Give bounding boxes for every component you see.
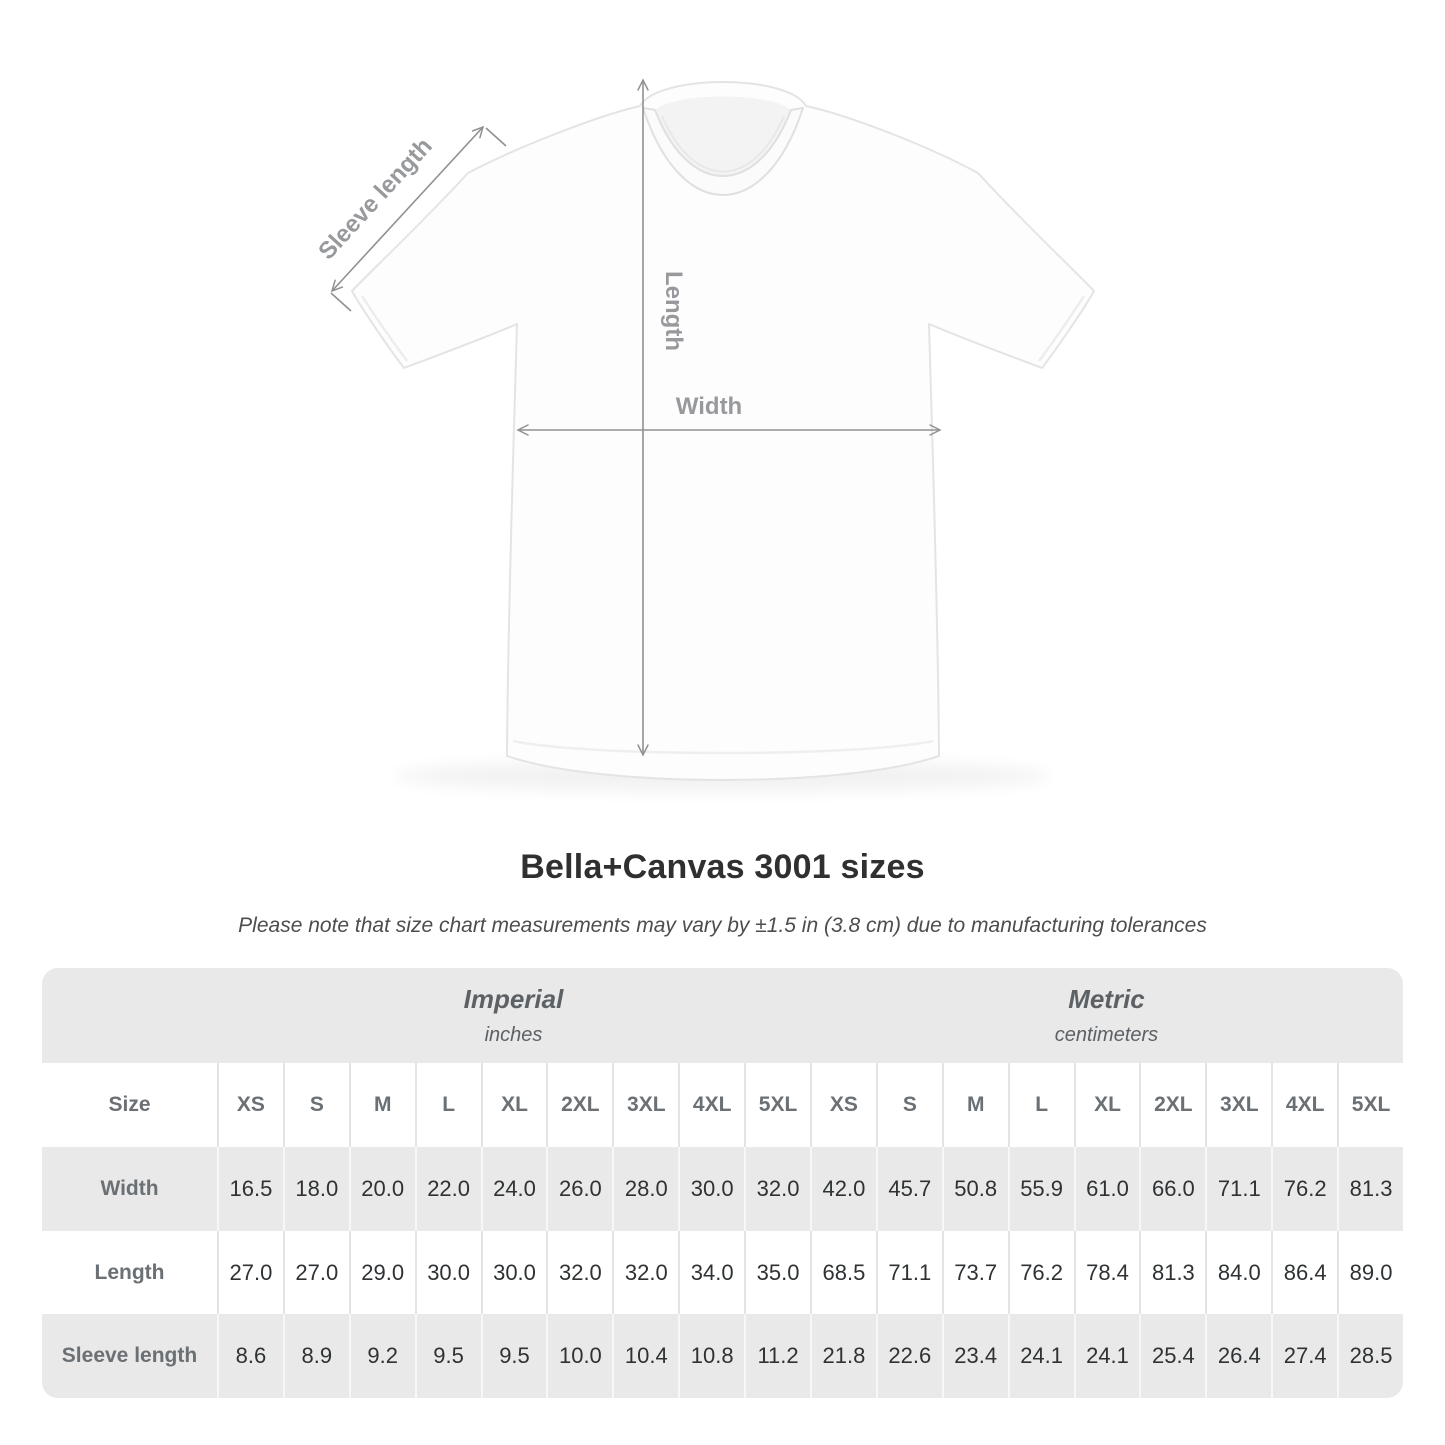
width-value: 66.0 [1139, 1147, 1205, 1231]
sleeve-length-value: 10.0 [546, 1314, 612, 1398]
size-table [42, 968, 1403, 1398]
size-col-header-xs: XS [810, 1063, 876, 1147]
length-value: 86.4 [1271, 1231, 1337, 1314]
width-value: 71.1 [1205, 1147, 1271, 1231]
width-value: 16.5 [217, 1147, 283, 1231]
width-value: 55.9 [1008, 1147, 1074, 1231]
sleeve-length-value: 24.1 [1008, 1314, 1074, 1398]
sleeve-length-label: Sleeve length [313, 132, 438, 266]
size-col-header-xl: XL [481, 1063, 547, 1147]
metric-label: Metric [1068, 984, 1145, 1014]
sleeve-length-value: 23.4 [942, 1314, 1008, 1398]
width-value: 50.8 [942, 1147, 1008, 1231]
width-value: 30.0 [678, 1147, 744, 1231]
table-corner-spacer [42, 968, 217, 1063]
width-label: Width [675, 393, 743, 420]
length-value: 32.0 [546, 1231, 612, 1314]
sleeve-length-value: 21.8 [810, 1314, 876, 1398]
tolerance-note: Please note that size chart measurements may vary by ±1.5 in (3.8 cm) due to manufacturing tolerances [238, 914, 1207, 937]
sleeve-length-value: 8.6 [217, 1314, 283, 1398]
length-value: 32.0 [612, 1231, 678, 1314]
length-value: 27.0 [217, 1231, 283, 1314]
length-value: 76.2 [1008, 1231, 1074, 1314]
size-col-header-3xl: 3XL [612, 1063, 678, 1147]
sleeve-length-value: 26.4 [1205, 1314, 1271, 1398]
sleeve-length-value: 8.9 [283, 1314, 349, 1398]
width-value: 45.7 [876, 1147, 942, 1231]
size-col-header-4xl: 4XL [1271, 1063, 1337, 1147]
size-col-header-5xl: 5XL [1337, 1063, 1403, 1147]
size-col-header-xl: XL [1074, 1063, 1140, 1147]
sleeve-length-value: 10.8 [678, 1314, 744, 1398]
metric-unit: centimeters [1054, 1024, 1159, 1046]
sleeve-length-value: 28.5 [1337, 1314, 1403, 1398]
size-col-header-l: L [415, 1063, 481, 1147]
imperial-label: Imperial [463, 984, 564, 1014]
size-col-header-4xl: 4XL [678, 1063, 744, 1147]
size-col-header-5xl: 5XL [744, 1063, 810, 1147]
size-col-header-2xl: 2XL [1139, 1063, 1205, 1147]
length-label: Length [660, 271, 687, 351]
width-value: 22.0 [415, 1147, 481, 1231]
length-value: 89.0 [1337, 1231, 1403, 1314]
row-label-width: Width [42, 1147, 217, 1231]
length-value: 68.5 [810, 1231, 876, 1314]
sleeve-length-value: 11.2 [744, 1314, 810, 1398]
width-value: 76.2 [1271, 1147, 1337, 1231]
sleeve-length-value: 9.2 [349, 1314, 415, 1398]
sleeve-length-value: 9.5 [415, 1314, 481, 1398]
sleeve-length-value: 9.5 [481, 1314, 547, 1398]
page-title: Bella+Canvas 3001 sizes [520, 848, 925, 886]
sleeve-length-value: 25.4 [1139, 1314, 1205, 1398]
tshirt-illustration [352, 82, 1094, 780]
sleeve-length-value: 10.4 [612, 1314, 678, 1398]
length-value: 73.7 [942, 1231, 1008, 1314]
width-value: 42.0 [810, 1147, 876, 1231]
row-label-sleeve-length: Sleeve length [42, 1314, 217, 1398]
length-value: 78.4 [1074, 1231, 1140, 1314]
width-value: 81.3 [1337, 1147, 1403, 1231]
length-value: 35.0 [744, 1231, 810, 1314]
length-value: 29.0 [349, 1231, 415, 1314]
metric-group-header [810, 968, 1403, 1063]
width-value: 18.0 [283, 1147, 349, 1231]
size-col-header-xs: XS [217, 1063, 283, 1147]
size-col-header-l: L [1008, 1063, 1074, 1147]
size-col-header-s: S [283, 1063, 349, 1147]
sleeve-length-value: 24.1 [1074, 1314, 1140, 1398]
imperial-unit: inches [484, 1024, 543, 1046]
width-value: 26.0 [546, 1147, 612, 1231]
size-col-header-m: M [942, 1063, 1008, 1147]
imperial-group-header [217, 968, 810, 1063]
length-value: 30.0 [415, 1231, 481, 1314]
row-label-length: Length [42, 1231, 217, 1314]
sleeve-length-value: 22.6 [876, 1314, 942, 1398]
size-col-header-m: M [349, 1063, 415, 1147]
length-value: 84.0 [1205, 1231, 1271, 1314]
size-col-header-3xl: 3XL [1205, 1063, 1271, 1147]
width-value: 20.0 [349, 1147, 415, 1231]
width-value: 28.0 [612, 1147, 678, 1231]
length-value: 34.0 [678, 1231, 744, 1314]
size-col-header-s: S [876, 1063, 942, 1147]
width-value: 32.0 [744, 1147, 810, 1231]
width-value: 61.0 [1074, 1147, 1140, 1231]
length-value: 81.3 [1139, 1231, 1205, 1314]
size-col-header-2xl: 2XL [546, 1063, 612, 1147]
length-value: 71.1 [876, 1231, 942, 1314]
sleeve-length-value: 27.4 [1271, 1314, 1337, 1398]
width-value: 24.0 [481, 1147, 547, 1231]
size-header: Size [42, 1063, 217, 1147]
length-value: 30.0 [481, 1231, 547, 1314]
length-value: 27.0 [283, 1231, 349, 1314]
